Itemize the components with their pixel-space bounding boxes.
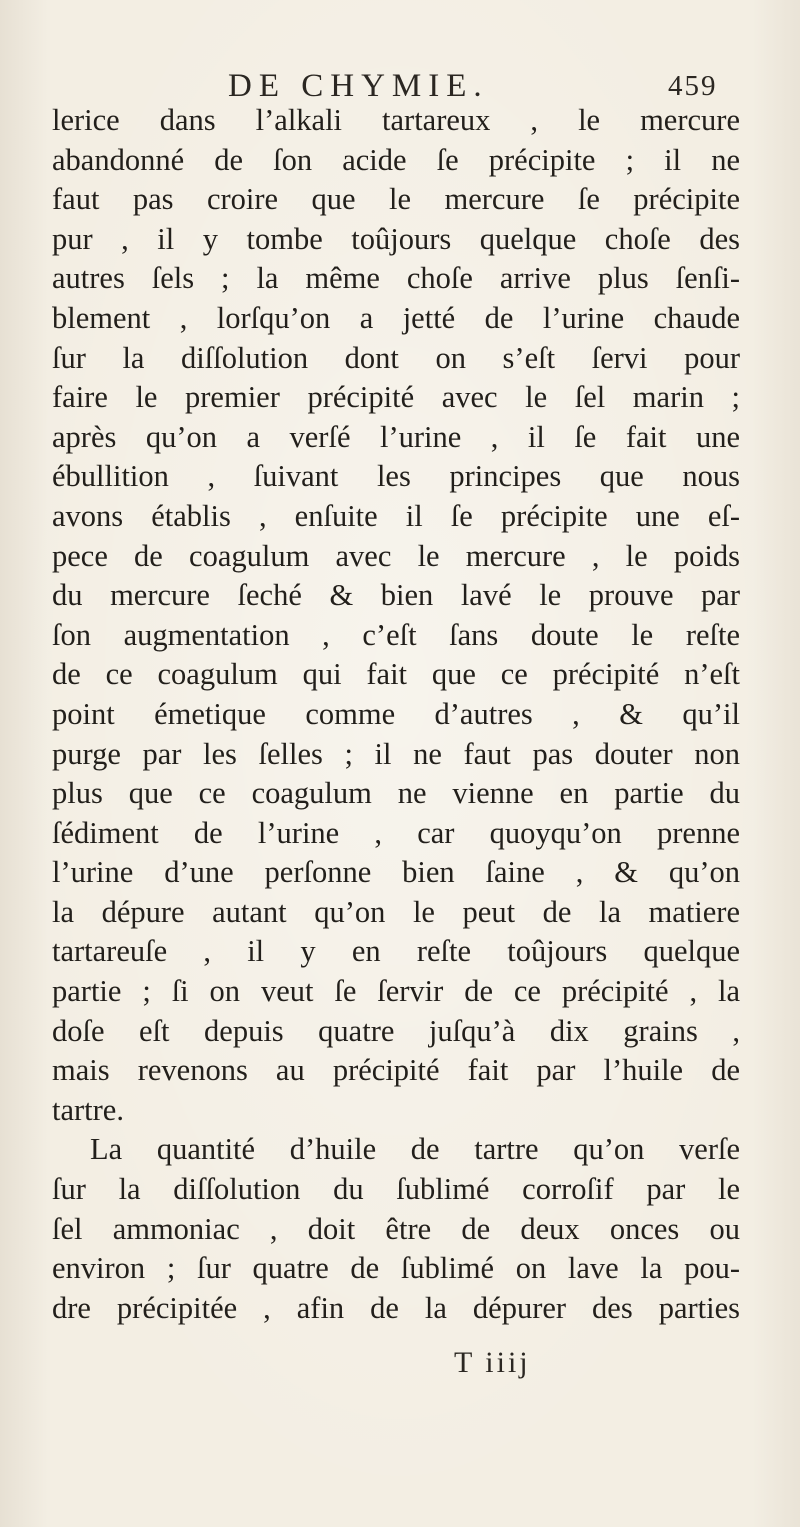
- signature-mark: T iiij: [454, 1346, 531, 1379]
- text-line: pece de coagulum avec le mercure , le poids: [52, 538, 740, 573]
- text-line: point émetique comme d’autres , & qu’il: [52, 696, 740, 731]
- text-line: plus que ce coagulum ne vienne en partie du: [52, 776, 740, 811]
- text-line: pur , il y tombe toûjours quelque choſe des: [52, 221, 740, 256]
- text-line: avons établis , enſuite il ſe précipite une eſ-: [52, 498, 740, 533]
- paragraph-end-line: tartre.: [52, 1092, 124, 1127]
- running-title: DE CHYMIE.: [228, 68, 489, 104]
- text-line: abandonné de ſon acide ſe précipite ; il ne: [52, 142, 740, 177]
- text-line: ſel ammoniac , doit être de deux onces ou: [52, 1211, 740, 1246]
- text-line: après qu’on a verſé l’urine , il ſe fait une: [52, 419, 740, 454]
- text-line: ſur la diſſolution dont on s’eſt ſervi pour: [52, 340, 740, 375]
- text-line: doſe eſt depuis quatre juſqu’à dix grains ,: [52, 1013, 740, 1048]
- text-line: purge par les ſelles ; il ne faut pas douter non: [52, 736, 740, 771]
- text-line: l’urine d’une perſonne bien ſaine , & qu’on: [52, 855, 740, 890]
- text-line: de ce coagulum qui fait que ce précipité n’eſt: [52, 657, 740, 692]
- text-line: faire le premier précipité avec le ſel marin ;: [52, 380, 740, 415]
- text-line: ſur la diſſolution du ſublimé corroſif par le: [52, 1172, 740, 1207]
- page-number: 459: [668, 70, 718, 102]
- text-line: ſédiment de l’urine , car quoyqu’on prenne: [52, 815, 740, 850]
- text-line: tartareuſe , il y en reſte toûjours quelque: [52, 934, 740, 969]
- text-line: partie ; ſi on veut ſe ſervir de ce précipité , la: [52, 974, 740, 1009]
- text-line: environ ; ſur quatre de ſublimé on lave la pou-: [52, 1251, 740, 1286]
- text-line: blement , lorſqu’on a jetté de l’urine chaude: [52, 300, 740, 335]
- text-line: du mercure ſeché & bien lavé le prouve par: [52, 578, 740, 613]
- text-line: dre précipitée , afin de la dépurer des parties: [52, 1290, 740, 1325]
- text-line: autres ſels ; la même choſe arrive plus ſenſi-: [52, 261, 740, 296]
- text-line: lerice dans l’alkali tartareux , le mercure: [52, 103, 740, 137]
- text-line: la dépure autant qu’on le peut de la matiere: [52, 894, 740, 929]
- paragraph-start-line: La quantité d’huile de tartre qu’on verſe: [90, 1132, 740, 1167]
- body-text: [52, 101, 740, 1328]
- text-line: faut pas croire que le mercure ſe précipite: [52, 182, 740, 217]
- text-line: ébullition , ſuivant les principes que nous: [52, 459, 740, 494]
- text-line: ſon augmentation , c’eſt ſans doute le reſte: [52, 617, 740, 652]
- text-line: mais revenons au précipité fait par l’huile de: [52, 1053, 740, 1088]
